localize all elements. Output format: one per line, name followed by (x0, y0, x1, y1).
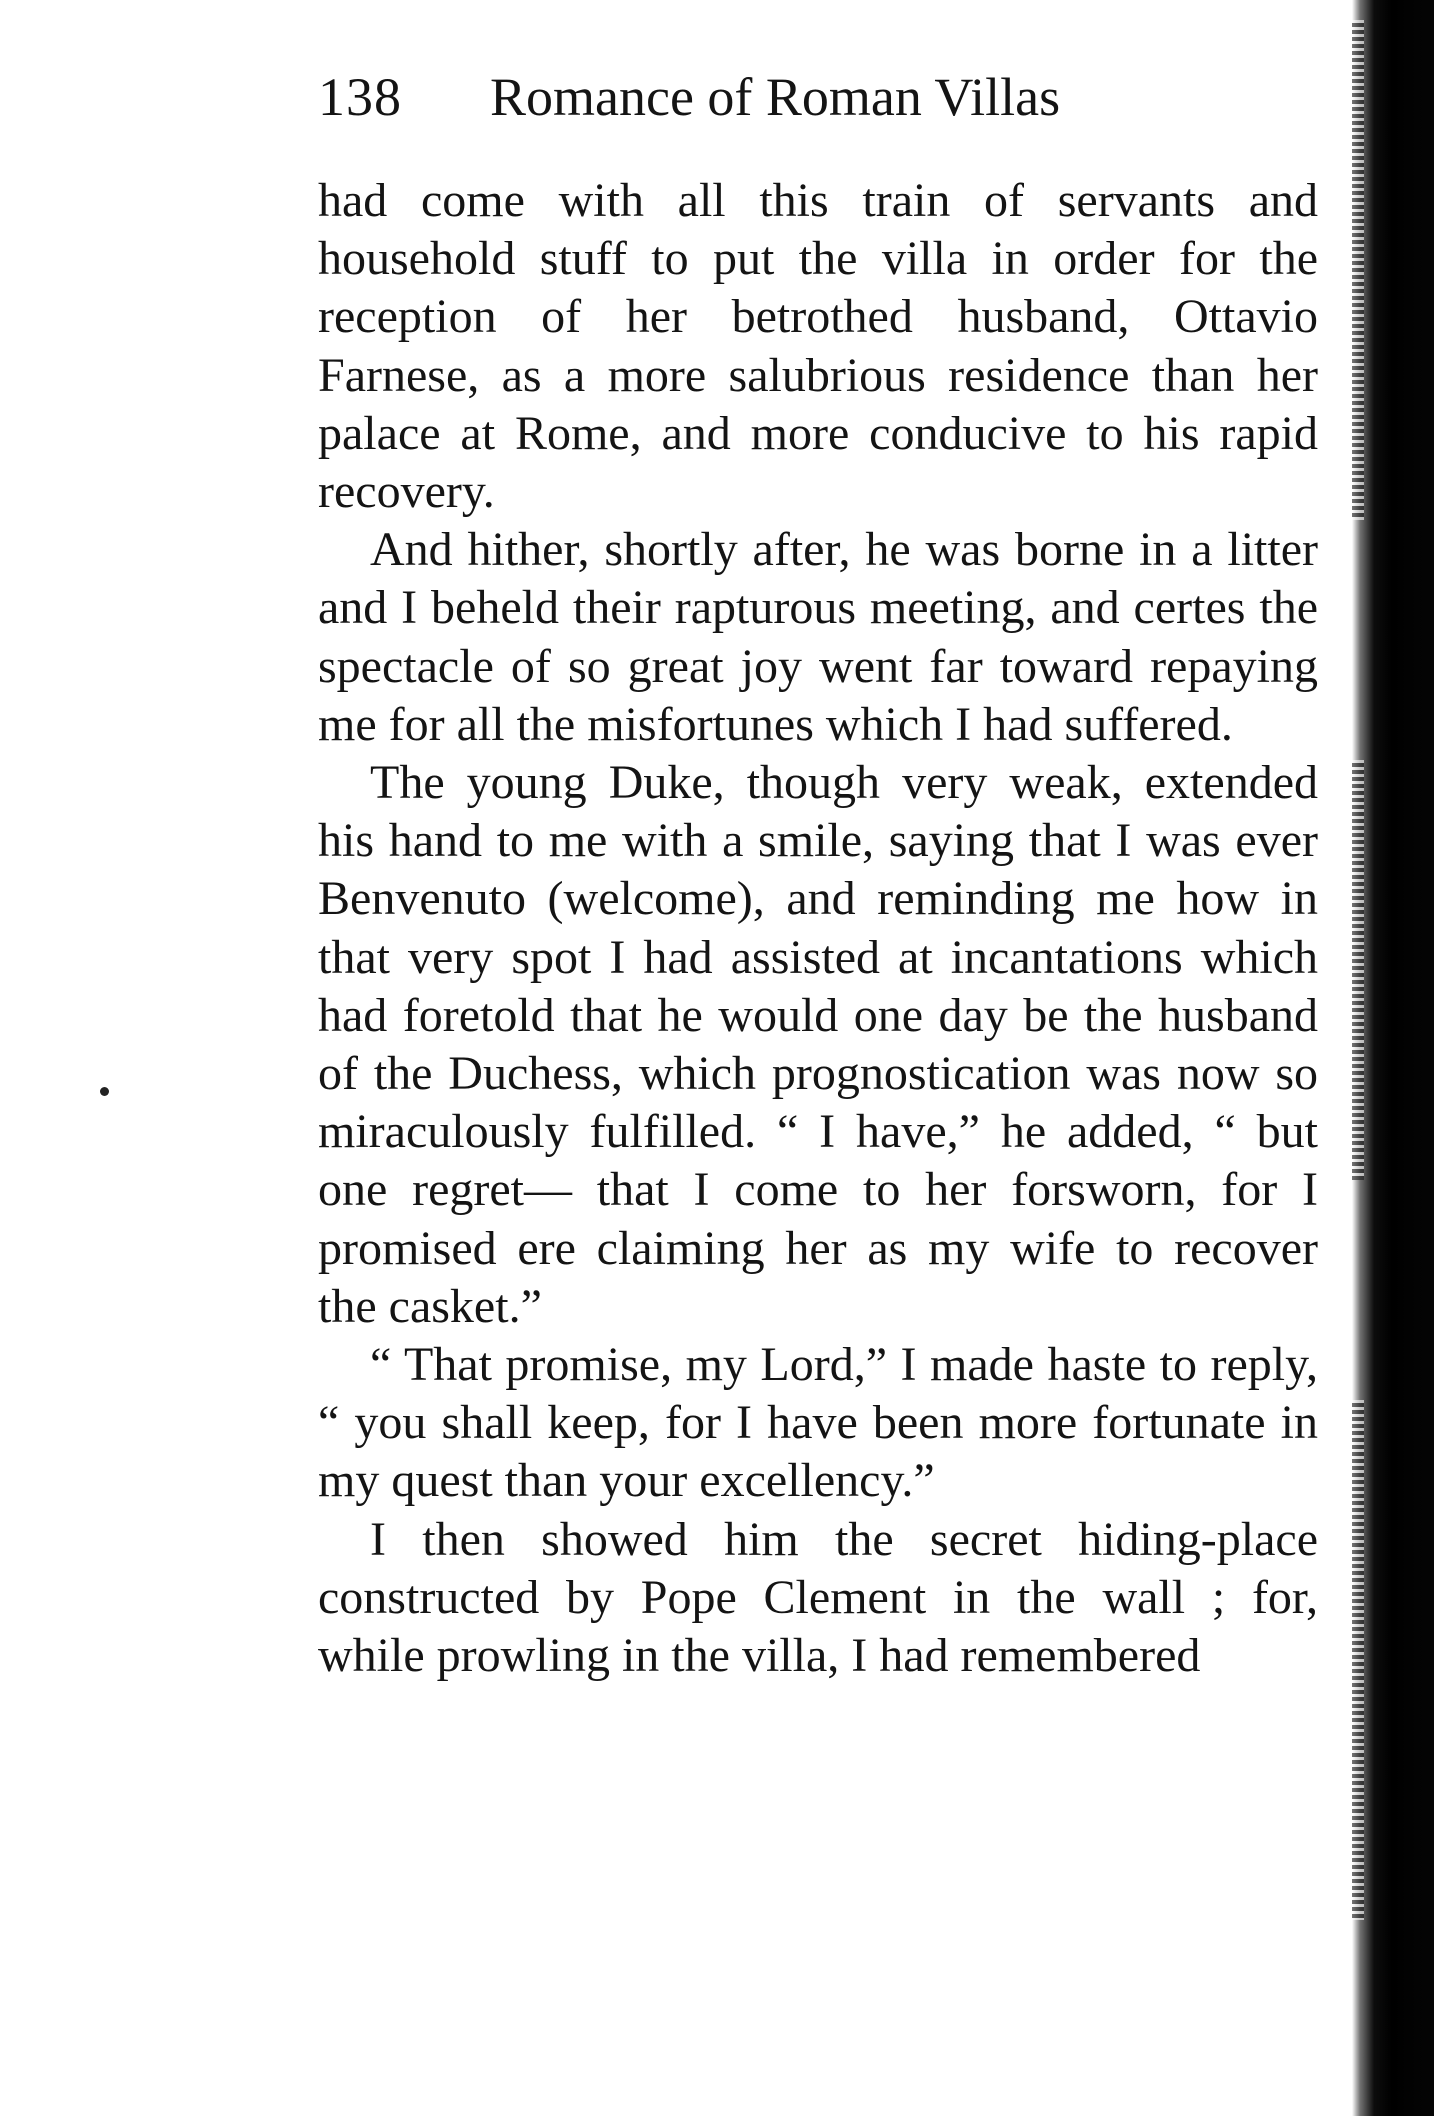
paragraph: “ That promise, my Lord,” I made haste to reply, “ you shall keep, for I have been more fortunate in my quest than your excellency.” (318, 1338, 1318, 1508)
body-text (318, 172, 1318, 1685)
gutter-speckle (1352, 1400, 1364, 1920)
running-title: Romance of Roman Villas (490, 67, 1061, 127)
page-number: 138 (318, 67, 402, 127)
gutter-speckle (1352, 760, 1364, 1180)
paragraph: And hither, shortly after, he was borne in a litter and I beheld their rapturous meeting, and certes the spectacle of so great joy went far toward repaying me for all the misfortunes which I had suffered. (318, 523, 1318, 751)
ink-speck (100, 1087, 109, 1096)
paragraph-continued: had come with all this train of servants and household stuff to put the villa in order for the reception of her betrothed husband, Ottavio Farnese, as a more salubrious residence than her palace at Rome, and more conducive to his rapid recovery. (318, 174, 1318, 519)
gutter-speckle (1352, 20, 1364, 520)
running-head (318, 62, 1061, 132)
page-gutter-shadow (1352, 0, 1434, 2116)
paragraph: I then showed him the secret hiding-place constructed by Pope Clement in the wall ; for, while prowling in the villa, I had remembered (318, 1512, 1318, 1683)
paragraph: The young Duke, though very weak, extended his hand to me with a smile, saying that I was ever Benvenuto (welcome), and reminding me how in that very spot I had assisted at incantations which had foretold that he would one day be the husband of the Duchess, which prognostication was now so miraculously fulfilled. “ I have,” he added, “ but one regret— that I come to her forsworn, for I promised ere claiming her as my wife to recover the casket.” (318, 756, 1318, 1333)
